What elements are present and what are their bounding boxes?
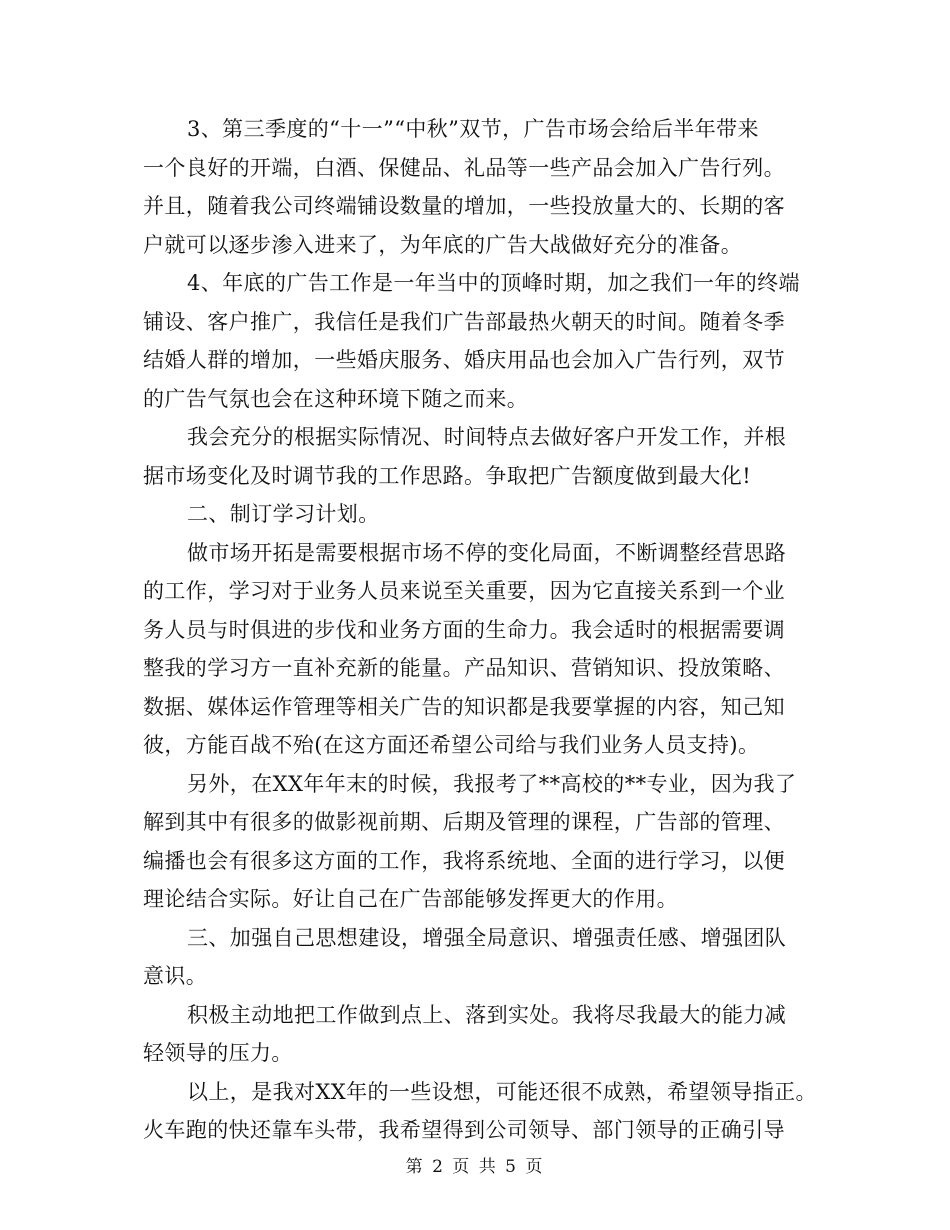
paragraph-conclusion bbox=[143, 1073, 817, 1150]
paragraph-proactive-work bbox=[143, 996, 803, 1073]
text-line: 以上，是我对XX年的一些设想，可能还很不成熟，希望领导指正。 bbox=[187, 1079, 817, 1104]
text-line: 的广告气氛也会在这种环境下随之而来。 bbox=[143, 386, 529, 411]
text-line: 轻领导的压力。 bbox=[143, 1041, 293, 1065]
text-line: 据市场变化及时调节我的工作思路。争取把广告额度做到最大化! bbox=[143, 463, 752, 488]
text-line: 做市场开拓是需要根据市场不停的变化局面，不断调整经营思路 bbox=[187, 540, 787, 565]
text-line: 数据、媒体运作管理等相关广告的知识都是我要掌握的内容，知己知 bbox=[143, 694, 785, 719]
text-line: 意识。 bbox=[143, 964, 208, 988]
text-line: 理论结合实际。好让自己在广告部能够发挥更大的作用。 bbox=[143, 887, 678, 911]
document-body bbox=[143, 110, 817, 1150]
text-line: 整我的学习方一直补充新的能量。产品知识、营销知识、投放策略、 bbox=[143, 656, 785, 680]
section-heading-learning-plan bbox=[143, 495, 803, 534]
text-line: 火车跑的快还靠车头带，我希望得到公司领导、部门领导的正确引导 bbox=[143, 1118, 785, 1142]
text-line: 解到其中有很多的做影视前期、后期及管理的课程，广告部的管理、 bbox=[143, 810, 785, 834]
text-line: 编播也会有很多这方面的工作，我将系统地、全面的进行学习，以便 bbox=[143, 848, 785, 873]
text-line: 另外，在XX年年末的时候，我报考了**高校的**专业，因为我了 bbox=[187, 771, 797, 796]
paragraph-client-development bbox=[143, 418, 803, 495]
text-line: 铺设、客户推广，我信任是我们广告部最热火朝天的时间。随着冬季 bbox=[143, 309, 785, 334]
text-line: 三、加强自己思想建设，增强全局意识、增强责任感、增强团队 bbox=[187, 925, 787, 950]
section-heading-ideology bbox=[143, 919, 803, 996]
text-line: 一个良好的开端，白酒、保健品、礼品等一些产品会加入广告行列。 bbox=[143, 155, 785, 180]
text-line: 结婚人群的增加，一些婚庆服务、婚庆用品也会加入广告行列，双节 bbox=[143, 348, 785, 372]
text-line: 并且，随着我公司终端铺设数量的增加，一些投放量大的、长期的客 bbox=[143, 194, 785, 218]
paragraph-learning-importance bbox=[143, 534, 803, 765]
text-line: 我会充分的根据实际情况、时间特点去做好客户开发工作，并根 bbox=[187, 425, 787, 449]
text-line: 4、年底的广告工作是一年当中的顶峰时期，加之我们一年的终端 bbox=[187, 271, 800, 295]
paragraph-further-study bbox=[143, 765, 803, 919]
paragraph-q3-outlook bbox=[143, 110, 803, 264]
text-line: 二、制订学习计划。 bbox=[187, 502, 380, 526]
text-line: 务人员与时俱进的步伐和业务方面的生命力。我会适时的根据需要调 bbox=[143, 617, 785, 642]
text-line: 的工作，学习对于业务人员来说至关重要，因为它直接关系到一个业 bbox=[143, 579, 785, 603]
text-line: 3、第三季度的“十一”“中秋”双节，广告市场会给后半年带来 bbox=[187, 117, 759, 141]
paragraph-year-end-outlook bbox=[143, 264, 803, 418]
text-line: 彼，方能百战不殆(在这方面还希望公司给与我们业务人员支持)。 bbox=[143, 733, 760, 757]
text-line: 积极主动地把工作做到点上、落到实处。我将尽我最大的能力减 bbox=[187, 1002, 787, 1027]
page-number-footer: 第 2 页 共 5 页 bbox=[405, 1157, 545, 1177]
text-line: 户就可以逐步渗入进来了，为年底的广告大战做好充分的准备。 bbox=[143, 232, 743, 257]
